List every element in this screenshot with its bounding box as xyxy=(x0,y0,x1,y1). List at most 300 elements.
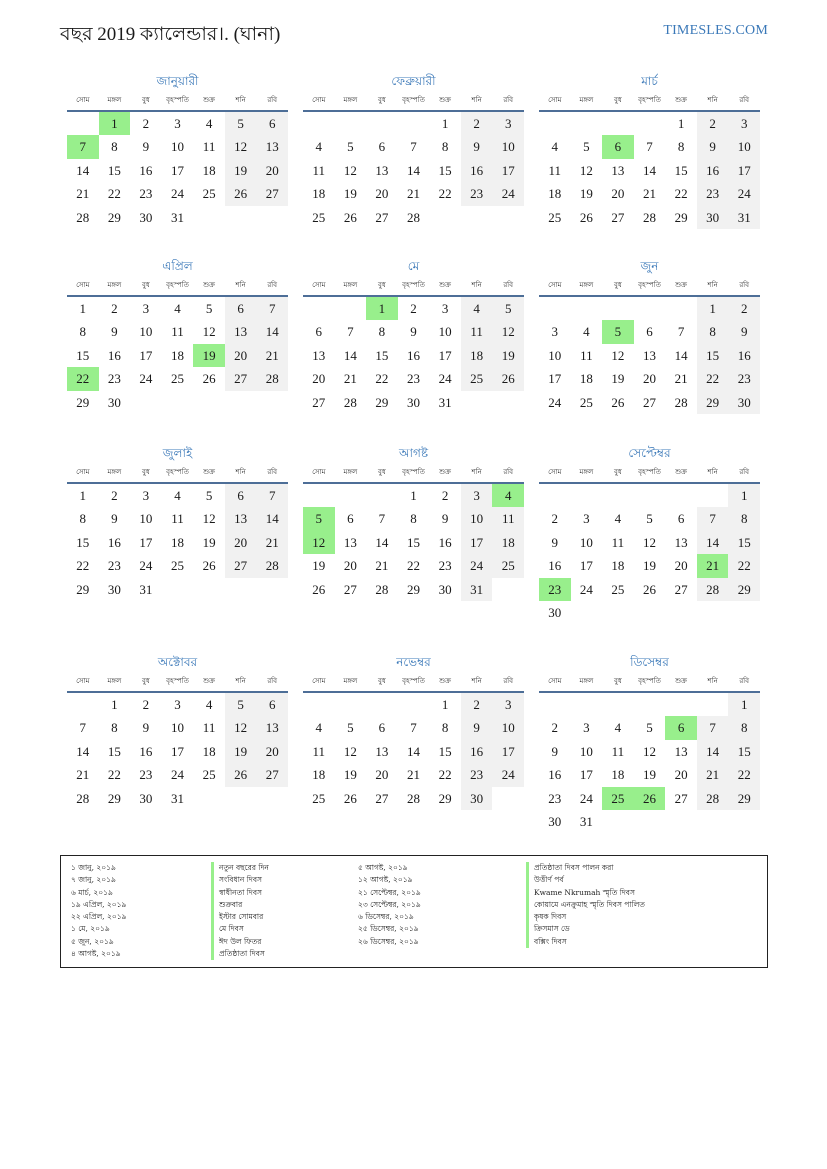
day-cell[interactable]: 6 xyxy=(677,511,685,527)
day-cell[interactable]: 13 xyxy=(375,162,389,178)
day-cell[interactable]: 8 xyxy=(728,716,760,739)
day-cell[interactable]: 30 xyxy=(697,206,729,229)
day-cell[interactable]: 11 xyxy=(312,743,326,759)
day-cell[interactable]: 6 xyxy=(378,720,386,736)
day-cell[interactable]: 5 xyxy=(205,301,213,316)
day-cell[interactable]: 13 xyxy=(642,347,656,363)
day-cell[interactable]: 11 xyxy=(312,162,326,178)
day-cell[interactable]: 16 xyxy=(139,743,153,759)
day-cell[interactable]: 24 xyxy=(728,182,760,205)
day-cell[interactable]: 4 xyxy=(174,301,181,316)
day-cell[interactable]: 3 xyxy=(583,720,590,736)
day-cell[interactable]: 30 xyxy=(461,787,493,810)
day-cell[interactable]: 4 xyxy=(583,324,590,340)
day-cell[interactable]: 7 xyxy=(256,297,288,320)
day-cell[interactable]: 12 xyxy=(642,534,656,550)
day-cell[interactable]: 22 xyxy=(728,554,760,577)
day-cell[interactable]: 8 xyxy=(677,139,685,155)
day-cell[interactable]: 29 xyxy=(674,209,688,225)
day-cell[interactable]: 12 xyxy=(642,743,656,759)
day-cell[interactable]: 16 xyxy=(139,162,153,178)
day-cell[interactable]: 10 xyxy=(139,511,153,527)
day-cell[interactable]: 17 xyxy=(139,534,153,550)
day-cell[interactable]: 16 xyxy=(728,344,760,367)
day-cell[interactable]: 10 xyxy=(548,347,562,363)
day-cell[interactable]: 10 xyxy=(170,139,184,155)
day-cell[interactable]: 3 xyxy=(174,116,181,131)
day-cell[interactable]: 5 xyxy=(646,511,653,527)
day-cell[interactable]: 27 xyxy=(225,554,257,577)
day-cell[interactable]: 31 xyxy=(461,578,493,601)
day-cell[interactable]: 12 xyxy=(343,743,357,759)
day-cell[interactable]: 12 xyxy=(225,716,257,739)
day-cell[interactable]: 14 xyxy=(406,743,420,759)
day-cell[interactable]: 3 xyxy=(441,301,449,316)
day-cell[interactable]: 27 xyxy=(375,790,389,806)
day-cell[interactable]: 16 xyxy=(107,534,121,550)
day-cell[interactable]: 13 xyxy=(225,320,257,343)
day-cell[interactable]: 26 xyxy=(202,371,216,387)
day-cell[interactable]: 12 xyxy=(579,162,593,178)
day-cell[interactable]: 15 xyxy=(406,534,420,550)
day-cell[interactable]: 14 xyxy=(697,531,729,554)
day-cell[interactable]: 10 xyxy=(728,135,760,158)
day-cell[interactable]: 15 xyxy=(107,162,121,178)
day-cell[interactable]: 13 xyxy=(225,507,257,530)
day-cell[interactable]: 22 xyxy=(728,763,760,786)
day-cell[interactable]: 26 xyxy=(225,763,257,786)
day-cell[interactable]: 19 xyxy=(579,186,593,202)
day-cell[interactable]: 27 xyxy=(225,367,257,390)
day-cell[interactable]: 24 xyxy=(492,182,524,205)
day-cell[interactable]: 3 xyxy=(174,697,181,712)
day-cell[interactable]: 9 xyxy=(551,743,559,759)
day-cell[interactable]: 17 xyxy=(728,159,760,182)
day-cell[interactable]: 8 xyxy=(111,720,118,736)
day-cell[interactable]: 18 xyxy=(492,531,524,554)
day-cell[interactable]: 28 xyxy=(642,209,656,225)
day-cell[interactable]: 8 xyxy=(79,511,87,527)
day-cell[interactable]: 20 xyxy=(642,371,656,387)
day-cell[interactable]: 11 xyxy=(611,743,625,759)
day-cell[interactable]: 25 xyxy=(611,581,625,597)
day-cell[interactable]: 6 xyxy=(225,297,257,320)
day-cell[interactable]: 1 xyxy=(79,488,87,503)
day-cell[interactable]: 1 xyxy=(79,301,87,316)
day-cell[interactable]: 13 xyxy=(611,162,625,178)
day-cell[interactable]: 6 xyxy=(378,139,386,155)
holiday-day-cell[interactable]: 6 xyxy=(665,716,697,739)
day-cell[interactable]: 15 xyxy=(438,743,452,759)
day-cell[interactable]: 27 xyxy=(674,790,688,806)
day-cell[interactable]: 28 xyxy=(76,790,90,806)
day-cell[interactable]: 20 xyxy=(225,531,257,554)
day-cell[interactable]: 27 xyxy=(312,394,326,410)
day-cell[interactable]: 14 xyxy=(697,740,729,763)
day-cell[interactable]: 15 xyxy=(375,347,389,363)
day-cell[interactable]: 19 xyxy=(611,371,625,387)
day-cell[interactable]: 17 xyxy=(548,371,562,387)
day-cell[interactable]: 30 xyxy=(139,209,153,225)
holiday-day-cell[interactable]: 23 xyxy=(539,578,571,601)
day-cell[interactable]: 19 xyxy=(225,159,257,182)
day-cell[interactable]: 21 xyxy=(697,763,729,786)
day-cell[interactable]: 17 xyxy=(170,743,184,759)
day-cell[interactable]: 15 xyxy=(697,344,729,367)
day-cell[interactable]: 9 xyxy=(461,716,493,739)
day-cell[interactable]: 20 xyxy=(312,371,326,387)
day-cell[interactable]: 16 xyxy=(406,347,420,363)
holiday-day-cell[interactable]: 7 xyxy=(67,135,99,158)
day-cell[interactable]: 12 xyxy=(202,324,216,340)
day-cell[interactable]: 2 xyxy=(441,488,449,503)
day-cell[interactable]: 22 xyxy=(674,186,688,202)
day-cell[interactable]: 28 xyxy=(76,209,90,225)
day-cell[interactable]: 21 xyxy=(406,767,420,783)
holiday-day-cell[interactable]: 21 xyxy=(697,554,729,577)
day-cell[interactable]: 11 xyxy=(548,162,562,178)
day-cell[interactable]: 9 xyxy=(697,135,729,158)
day-cell[interactable]: 22 xyxy=(697,367,729,390)
day-cell[interactable]: 2 xyxy=(697,112,729,135)
day-cell[interactable]: 7 xyxy=(79,720,87,736)
day-cell[interactable]: 18 xyxy=(461,344,493,367)
day-cell[interactable]: 26 xyxy=(343,209,357,225)
day-cell[interactable]: 2 xyxy=(111,301,118,316)
day-cell[interactable]: 27 xyxy=(611,209,625,225)
day-cell[interactable]: 18 xyxy=(611,558,625,574)
day-cell[interactable]: 30 xyxy=(728,391,760,414)
day-cell[interactable]: 13 xyxy=(674,534,688,550)
day-cell[interactable]: 15 xyxy=(674,162,688,178)
day-cell[interactable]: 21 xyxy=(256,531,288,554)
day-cell[interactable]: 3 xyxy=(583,511,590,527)
day-cell[interactable]: 11 xyxy=(171,511,184,527)
day-cell[interactable]: 25 xyxy=(461,367,493,390)
holiday-day-cell[interactable]: 12 xyxy=(303,531,335,554)
day-cell[interactable]: 23 xyxy=(406,371,420,387)
day-cell[interactable]: 14 xyxy=(642,162,656,178)
day-cell[interactable]: 4 xyxy=(315,139,323,155)
holiday-day-cell[interactable]: 26 xyxy=(634,787,666,810)
day-cell[interactable]: 14 xyxy=(375,534,389,550)
day-cell[interactable]: 8 xyxy=(111,139,118,155)
day-cell[interactable]: 16 xyxy=(548,558,562,574)
day-cell[interactable]: 19 xyxy=(343,767,357,783)
day-cell[interactable]: 8 xyxy=(441,139,449,155)
day-cell[interactable]: 1 xyxy=(410,488,417,503)
day-cell[interactable]: 16 xyxy=(548,767,562,783)
day-cell[interactable]: 18 xyxy=(579,371,593,387)
day-cell[interactable]: 25 xyxy=(492,554,524,577)
day-cell[interactable]: 24 xyxy=(492,763,524,786)
day-cell[interactable]: 16 xyxy=(438,534,452,550)
day-cell[interactable]: 9 xyxy=(142,720,150,736)
day-cell[interactable]: 2 xyxy=(111,488,118,503)
day-cell[interactable]: 29 xyxy=(107,790,121,806)
day-cell[interactable]: 24 xyxy=(548,394,562,410)
day-cell[interactable]: 28 xyxy=(674,394,688,410)
day-cell[interactable]: 23 xyxy=(548,790,562,806)
day-cell[interactable]: 6 xyxy=(256,693,288,716)
day-cell[interactable]: 25 xyxy=(548,209,562,225)
day-cell[interactable]: 22 xyxy=(406,558,420,574)
day-cell[interactable]: 7 xyxy=(347,324,354,340)
day-cell[interactable]: 14 xyxy=(76,743,90,759)
day-cell[interactable]: 20 xyxy=(674,767,688,783)
holiday-day-cell[interactable]: 5 xyxy=(303,507,335,530)
day-cell[interactable]: 8 xyxy=(79,324,87,340)
day-cell[interactable]: 9 xyxy=(111,511,118,527)
day-cell[interactable]: 29 xyxy=(728,787,760,810)
day-cell[interactable]: 1 xyxy=(111,697,118,712)
day-cell[interactable]: 7 xyxy=(697,507,729,530)
day-cell[interactable]: 10 xyxy=(461,507,493,530)
day-cell[interactable]: 27 xyxy=(256,763,288,786)
day-cell[interactable]: 15 xyxy=(728,531,760,554)
day-cell[interactable]: 23 xyxy=(438,558,452,574)
day-cell[interactable]: 8 xyxy=(410,511,417,527)
day-cell[interactable]: 20 xyxy=(256,740,288,763)
day-cell[interactable]: 18 xyxy=(202,743,216,759)
day-cell[interactable]: 23 xyxy=(139,767,153,783)
day-cell[interactable]: 29 xyxy=(76,581,90,597)
day-cell[interactable]: 29 xyxy=(107,209,121,225)
day-cell[interactable]: 8 xyxy=(441,720,449,736)
day-cell[interactable]: 11 xyxy=(580,347,593,363)
day-cell[interactable]: 11 xyxy=(461,320,493,343)
day-cell[interactable]: 10 xyxy=(492,716,524,739)
day-cell[interactable]: 14 xyxy=(256,507,288,530)
day-cell[interactable]: 4 xyxy=(614,720,622,736)
day-cell[interactable]: 28 xyxy=(406,209,420,225)
day-cell[interactable]: 21 xyxy=(642,186,656,202)
holiday-day-cell[interactable]: 4 xyxy=(492,484,524,507)
day-cell[interactable]: 2 xyxy=(461,693,493,716)
day-cell[interactable]: 5 xyxy=(583,139,590,155)
day-cell[interactable]: 14 xyxy=(343,347,357,363)
day-cell[interactable]: 7 xyxy=(646,139,653,155)
day-cell[interactable]: 6 xyxy=(225,484,257,507)
day-cell[interactable]: 7 xyxy=(378,511,386,527)
day-cell[interactable]: 12 xyxy=(611,347,625,363)
day-cell[interactable]: 17 xyxy=(170,162,184,178)
day-cell[interactable]: 28 xyxy=(375,581,389,597)
day-cell[interactable]: 9 xyxy=(461,135,493,158)
day-cell[interactable]: 9 xyxy=(441,511,449,527)
day-cell[interactable]: 10 xyxy=(579,743,593,759)
day-cell[interactable]: 7 xyxy=(410,139,417,155)
day-cell[interactable]: 9 xyxy=(111,324,118,340)
day-cell[interactable]: 10 xyxy=(579,534,593,550)
day-cell[interactable]: 15 xyxy=(438,162,452,178)
day-cell[interactable]: 17 xyxy=(492,159,524,182)
day-cell[interactable]: 23 xyxy=(461,182,493,205)
day-cell[interactable]: 13 xyxy=(674,743,688,759)
day-cell[interactable]: 18 xyxy=(548,186,562,202)
day-cell[interactable]: 30 xyxy=(548,604,562,620)
day-cell[interactable]: 20 xyxy=(611,186,625,202)
day-cell[interactable]: 14 xyxy=(76,162,90,178)
day-cell[interactable]: 22 xyxy=(438,186,452,202)
day-cell[interactable]: 3 xyxy=(728,112,760,135)
day-cell[interactable]: 29 xyxy=(375,394,389,410)
day-cell[interactable]: 24 xyxy=(438,371,452,387)
day-cell[interactable]: 18 xyxy=(170,534,184,550)
holiday-day-cell[interactable]: 6 xyxy=(602,135,634,158)
day-cell[interactable]: 19 xyxy=(202,534,216,550)
day-cell[interactable]: 19 xyxy=(492,344,524,367)
day-cell[interactable]: 17 xyxy=(579,558,593,574)
day-cell[interactable]: 26 xyxy=(492,367,524,390)
day-cell[interactable]: 30 xyxy=(107,581,121,597)
holiday-day-cell[interactable]: 1 xyxy=(366,297,398,320)
day-cell[interactable]: 4 xyxy=(614,511,622,527)
day-cell[interactable]: 27 xyxy=(256,182,288,205)
day-cell[interactable]: 19 xyxy=(312,558,326,574)
day-cell[interactable]: 8 xyxy=(697,320,729,343)
day-cell[interactable]: 21 xyxy=(343,371,357,387)
day-cell[interactable]: 27 xyxy=(343,581,357,597)
day-cell[interactable]: 21 xyxy=(256,344,288,367)
day-cell[interactable]: 13 xyxy=(256,135,288,158)
day-cell[interactable]: 8 xyxy=(728,507,760,530)
day-cell[interactable]: 4 xyxy=(205,697,213,712)
day-cell[interactable]: 29 xyxy=(697,391,729,414)
day-cell[interactable]: 11 xyxy=(202,720,216,736)
day-cell[interactable]: 25 xyxy=(579,394,593,410)
day-cell[interactable]: 28 xyxy=(697,787,729,810)
day-cell[interactable]: 3 xyxy=(142,488,150,503)
day-cell[interactable]: 18 xyxy=(312,186,326,202)
day-cell[interactable]: 14 xyxy=(674,347,688,363)
day-cell[interactable]: 28 xyxy=(343,394,357,410)
day-cell[interactable]: 23 xyxy=(139,186,153,202)
day-cell[interactable]: 12 xyxy=(225,135,257,158)
day-cell[interactable]: 26 xyxy=(225,182,257,205)
day-cell[interactable]: 2 xyxy=(728,297,760,320)
day-cell[interactable]: 31 xyxy=(170,209,184,225)
day-cell[interactable]: 20 xyxy=(256,159,288,182)
day-cell[interactable]: 27 xyxy=(642,394,656,410)
day-cell[interactable]: 24 xyxy=(579,581,593,597)
day-cell[interactable]: 31 xyxy=(438,394,452,410)
day-cell[interactable]: 13 xyxy=(343,534,357,550)
day-cell[interactable]: 3 xyxy=(461,484,493,507)
day-cell[interactable]: 25 xyxy=(170,371,184,387)
day-cell[interactable]: 30 xyxy=(438,581,452,597)
brand-link[interactable]: TIMESLES.COM xyxy=(663,23,768,38)
day-cell[interactable]: 23 xyxy=(461,763,493,786)
day-cell[interactable]: 25 xyxy=(170,558,184,574)
day-cell[interactable]: 21 xyxy=(674,371,688,387)
day-cell[interactable]: 17 xyxy=(139,347,153,363)
day-cell[interactable]: 18 xyxy=(611,767,625,783)
day-cell[interactable]: 23 xyxy=(107,558,121,574)
day-cell[interactable]: 16 xyxy=(461,740,493,763)
day-cell[interactable]: 10 xyxy=(438,324,452,340)
day-cell[interactable]: 25 xyxy=(202,186,216,202)
day-cell[interactable]: 27 xyxy=(674,581,688,597)
day-cell[interactable]: 20 xyxy=(674,558,688,574)
day-cell[interactable]: 4 xyxy=(174,488,181,503)
day-cell[interactable]: 21 xyxy=(406,186,420,202)
day-cell[interactable]: 1 xyxy=(677,116,685,131)
day-cell[interactable]: 30 xyxy=(107,394,121,410)
day-cell[interactable]: 23 xyxy=(107,371,121,387)
holiday-day-cell[interactable]: 25 xyxy=(602,787,634,810)
day-cell[interactable]: 30 xyxy=(548,813,562,829)
day-cell[interactable]: 21 xyxy=(76,767,90,783)
day-cell[interactable]: 2 xyxy=(142,697,150,712)
day-cell[interactable]: 15 xyxy=(76,534,90,550)
holiday-day-cell[interactable]: 22 xyxy=(67,367,99,390)
day-cell[interactable]: 6 xyxy=(646,324,653,340)
day-cell[interactable]: 7 xyxy=(697,716,729,739)
day-cell[interactable]: 18 xyxy=(312,767,326,783)
day-cell[interactable]: 22 xyxy=(438,767,452,783)
day-cell[interactable]: 5 xyxy=(646,720,653,736)
day-cell[interactable]: 14 xyxy=(406,162,420,178)
day-cell[interactable]: 18 xyxy=(170,347,184,363)
day-cell[interactable]: 6 xyxy=(347,511,354,527)
day-cell[interactable]: 3 xyxy=(492,693,524,716)
day-cell[interactable]: 26 xyxy=(202,558,216,574)
day-cell[interactable]: 4 xyxy=(205,116,213,131)
day-cell[interactable]: 29 xyxy=(438,790,452,806)
day-cell[interactable]: 3 xyxy=(492,112,524,135)
day-cell[interactable]: 22 xyxy=(76,558,90,574)
day-cell[interactable]: 15 xyxy=(107,743,121,759)
day-cell[interactable]: 22 xyxy=(107,767,121,783)
day-cell[interactable]: 31 xyxy=(579,813,593,829)
day-cell[interactable]: 30 xyxy=(139,790,153,806)
day-cell[interactable]: 6 xyxy=(256,112,288,135)
day-cell[interactable]: 14 xyxy=(256,320,288,343)
holiday-day-cell[interactable]: 19 xyxy=(193,344,225,367)
day-cell[interactable]: 29 xyxy=(76,394,90,410)
day-cell[interactable]: 9 xyxy=(728,320,760,343)
day-cell[interactable]: 16 xyxy=(697,159,729,182)
day-cell[interactable]: 1 xyxy=(441,697,449,712)
day-cell[interactable]: 1 xyxy=(697,297,729,320)
day-cell[interactable]: 5 xyxy=(347,720,354,736)
day-cell[interactable]: 12 xyxy=(343,162,357,178)
day-cell[interactable]: 17 xyxy=(461,531,493,554)
day-cell[interactable]: 26 xyxy=(343,790,357,806)
day-cell[interactable]: 18 xyxy=(202,162,216,178)
day-cell[interactable]: 16 xyxy=(461,159,493,182)
day-cell[interactable]: 17 xyxy=(492,740,524,763)
day-cell[interactable]: 22 xyxy=(375,371,389,387)
day-cell[interactable]: 24 xyxy=(170,186,184,202)
day-cell[interactable]: 19 xyxy=(225,740,257,763)
day-cell[interactable]: 24 xyxy=(461,554,493,577)
day-cell[interactable]: 21 xyxy=(375,558,389,574)
day-cell[interactable]: 23 xyxy=(728,367,760,390)
day-cell[interactable]: 4 xyxy=(315,720,323,736)
day-cell[interactable]: 19 xyxy=(642,558,656,574)
day-cell[interactable]: 31 xyxy=(728,206,760,229)
day-cell[interactable]: 1 xyxy=(728,693,760,716)
day-cell[interactable]: 24 xyxy=(579,790,593,806)
day-cell[interactable]: 21 xyxy=(76,186,90,202)
day-cell[interactable]: 5 xyxy=(347,139,354,155)
day-cell[interactable]: 26 xyxy=(312,581,326,597)
day-cell[interactable]: 2 xyxy=(142,116,150,131)
holiday-day-cell[interactable]: 5 xyxy=(602,320,634,343)
day-cell[interactable]: 20 xyxy=(343,558,357,574)
